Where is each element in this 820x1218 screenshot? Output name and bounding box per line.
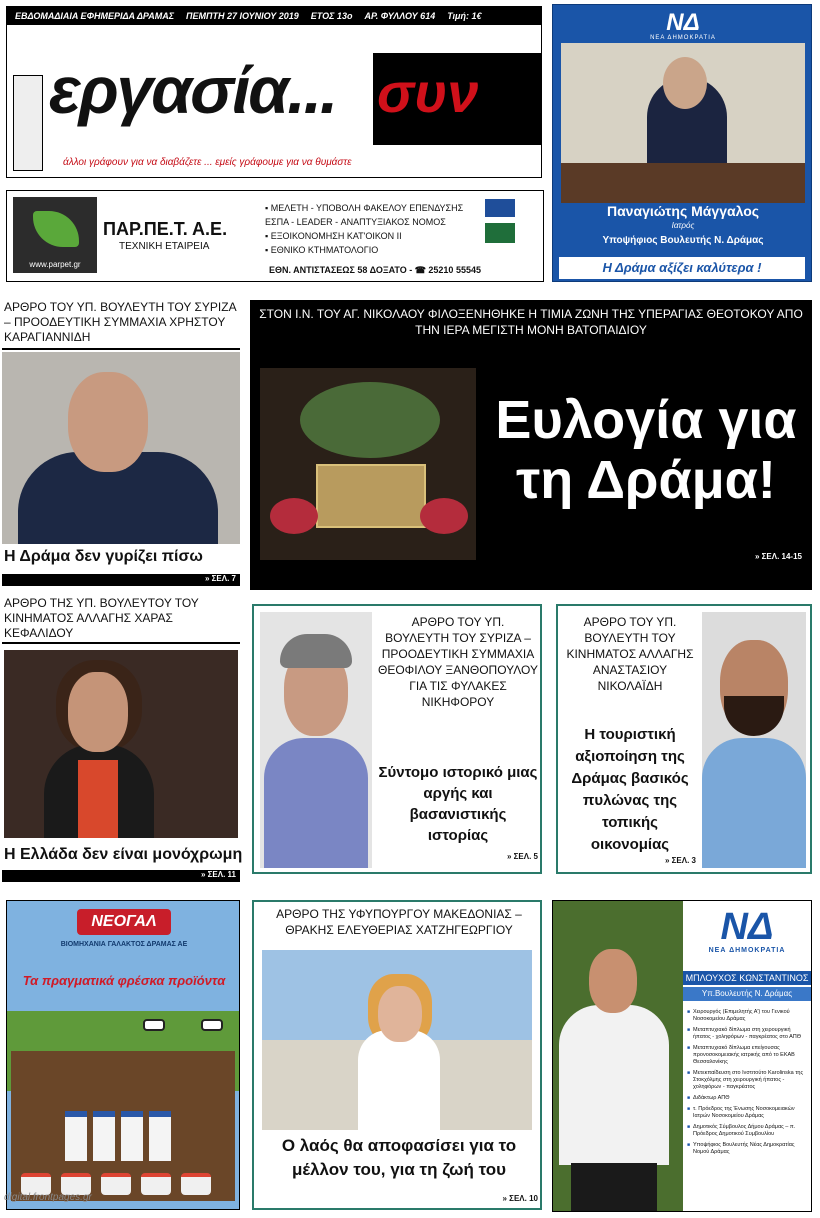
page-ref: » ΣΕΛ. 11 <box>2 870 240 882</box>
article-headline[interactable]: Η τουριστική αξιοποίηση της Δράμας βασικός πυλώνας της τοπικής οικονομίας <box>571 726 689 853</box>
main-story-kicker: ΣΤΟΝ Ι.Ν. ΤΟΥ ΑΓ. ΝΙΚΟΛΑΟΥ ΦΙΛΟΞΕΝΗΘΗΚΕ Η ΤΙΜΙΑ ΖΩΝΗ ΤΗΣ ΥΠΕΡΑΓΙΑΣ ΘΕΟΤΟΚΟΥ ΑΠΟ ΤΗΝ ΙΕΡΑ ΜΕΓΙΣΤΗ ΜΟΝΗ ΒΑΤΟΠΑΙΔΙΟΥ <box>259 307 803 337</box>
parpet-service: ▪ ΕΞΟΙΚΟΝΟΜΗΣΗ ΚΑΤ'ΟΙΚΟΝ ΙΙ <box>265 231 402 241</box>
nd-logo-caption: ΝΕΑ ΔΗΜΟΚΡΑΤΙΑ <box>650 35 716 41</box>
cv-item: ■ Μεταπτυχιακό δίπλωμα επείγουσας προνοσοκομειακής ιατρικής από το ΕΚΑΒ Θεσσαλονίκης <box>687 1045 809 1066</box>
masthead-badge <box>13 75 43 171</box>
parpet-address: ΕΘΝ. ΑΝΤΙΣΤΑΣΕΩΣ 58 ΔΟΞΑΤΟ - ☎ 25210 55545 <box>269 265 481 275</box>
candidate-title: Υποψήφιος Βουλευτής Ν. Δράμας <box>602 235 764 246</box>
article-box[interactable] <box>252 604 542 874</box>
article-box[interactable] <box>252 900 542 1210</box>
article-kicker: ΑΡΘΡΟ ΤΟΥ ΥΠ. ΒΟΥΛΕΥΤΗ ΤΟΥ ΣΥΡΙΖΑ – ΠΡΟΟΔΕΥΤΙΚΗ ΣΥΜΜΑΧΙΑ ΧΡΗΣΤΟΥ ΚΑΡΑΓΙΑΝΝΙΔΗ <box>4 300 236 344</box>
milk-carton-icon <box>149 1111 171 1161</box>
candidate-name: Παναγιώτης Μάγγαλος <box>606 203 760 219</box>
candidate-photo <box>553 901 683 1211</box>
neogal-ad[interactable] <box>6 900 240 1210</box>
cv-item: ■ Χειρουργός (Επιμελητής Α') του Γενικού Νοσοκομείου Δράμας <box>687 1009 809 1023</box>
article-box[interactable] <box>556 604 812 874</box>
article-headline[interactable]: Η Δράμα δεν γυρίζει πίσω <box>4 548 203 565</box>
main-story-photo <box>260 368 476 560</box>
nd-candidate-ad-top[interactable] <box>552 4 812 282</box>
parpet-service: ΕΣΠΑ - LEADER - ΑΝΑΠΤΥΞΙΑΚΟΣ ΝΟΜΟΣ <box>265 217 446 227</box>
page-ref: » ΣΕΛ. 5 <box>506 852 538 861</box>
infobar-price: Τιμή: 1€ <box>447 11 482 21</box>
candidate-photo <box>561 43 805 203</box>
eu-flag-icon <box>485 223 515 243</box>
nd-candidate-ad-bottom[interactable] <box>552 900 812 1212</box>
yogurt-tub-icon <box>101 1173 131 1195</box>
parpet-service: ▪ ΕΘΝΙΚΟ ΚΤΗΜΑΤΟΛΟΓΙΟ <box>265 245 379 255</box>
masthead <box>6 6 542 178</box>
neogal-slogan: Τα πραγματικά φρέσκα προϊόντα <box>22 973 226 988</box>
article-photo <box>262 950 532 1130</box>
main-story[interactable] <box>250 300 812 590</box>
parpet-name: ΠΑΡ.ΠΕ.Τ. Α.Ε. <box>103 219 228 239</box>
cow-icon <box>143 1019 165 1031</box>
article-photo[interactable] <box>4 650 238 838</box>
cv-item: ■ τ. Πρόεδρος της Ένωσης Νοσοκομειακών Ιατρών Νοσοκομείου Δράμας <box>687 1106 809 1120</box>
article-photo <box>702 612 806 868</box>
parpet-services <box>265 201 463 257</box>
infobar-frequency: ΕΒΔΟΜΑΔΙΑΙΑ ΕΦΗΜΕΡΙΔΑ ΔΡΑΜΑΣ <box>15 11 175 21</box>
main-story-headline[interactable]: Ευλογία για τη Δράμα! <box>495 390 797 510</box>
nd-logo-caption: ΝΕΑ ΔΗΜΟΚΡΑΤΙΑ <box>708 947 786 954</box>
article-headline[interactable]: Ο λαός θα αποφασίσει για το μέλλον του, για τη ζωή του <box>281 1136 517 1179</box>
parpet-ad[interactable] <box>6 190 544 282</box>
infobar-issue: ΑΡ. ΦΥΛΛΟΥ 614 <box>364 11 436 21</box>
article-kicker: ΑΡΘΡΟ ΤΟΥ ΥΠ. ΒΟΥΛΕΥΤΗ ΤΟΥ ΣΥΡΙΖΑ – ΠΡΟΟΔΕΥΤΙΚΗ ΣΥΜΜΑΧΙΑ ΘΕΟΦΙΛΟΥ ΞΑΝΘΟΠΟΥΛΟΥ ΓΙΑ ΤΙΣ ΦΥΛΑΚΕΣ ΝΙΚΗΦΟΡΟΥ <box>378 615 538 709</box>
nd-logo-mark: ΝΔ <box>720 906 774 948</box>
newspaper-logo: εργασία... <box>49 53 337 127</box>
cv-item: ■ Διδάκτωρ ΑΠΘ <box>687 1095 809 1102</box>
newspaper-logo-suffix: συν <box>377 61 479 124</box>
article-photo[interactable] <box>2 352 240 544</box>
milk-carton-icon <box>93 1111 115 1161</box>
divider <box>2 642 240 644</box>
cv-item: ■ Δημοτικός Σύμβουλος Δήμου Δράμας – π. Πρόεδρος Δημοτικού Συμβουλίου <box>687 1124 809 1138</box>
leaf-icon <box>33 211 79 247</box>
nd-logo <box>643 11 723 41</box>
cv-item: ■ Μεταπτυχιακό δίπλωμα στη χειρουργική ήπατος - χοληφόρων - παγκρέατος στο ΑΠΘ <box>687 1027 809 1041</box>
infobar-year: ΕΤΟΣ 13ο <box>310 11 353 21</box>
masthead-infobar <box>7 7 541 25</box>
neogal-company: ΒΙΟΜΗΧΑΝΙΑ ΓΑΛΑΚΤΟΣ ΔΡΑΜΑΣ ΑΕ <box>60 941 188 948</box>
candidate-name: ΜΠΛΟΥΧΟΣ ΚΩΝΣΤΑΝΤΙΝΟΣ <box>683 971 811 985</box>
yogurt-tub-icon <box>141 1173 171 1195</box>
article-photo <box>260 612 372 868</box>
milk-carton-icon <box>65 1111 87 1161</box>
nd-logo-mark: ΝΔ <box>666 9 700 36</box>
parpet-website: www.parpet.gr <box>29 260 81 269</box>
yogurt-tub-icon <box>181 1173 211 1195</box>
parpet-logo <box>13 197 97 273</box>
article-kicker: ΑΡΘΡΟ ΤΗΣ ΥΦΥΠΟΥΡΓΟΥ ΜΑΚΕΔΟΝΙΑΣ – ΘΡΑΚΗΣ ΕΛΕΥΘΕΡΙΑΣ ΧΑΤΖΗΓΕΩΡΓΙΟΥ <box>276 907 522 937</box>
cv-item: ■ Υποψήφιος Βουλευτής Νέας Δημοκρατίας Νομού Δράμας <box>687 1142 809 1156</box>
infobar-date: ΠΕΜΠΤΗ 27 ΙΟΥΝΙΟΥ 2019 <box>186 11 299 21</box>
article-headline[interactable]: Η Ελλάδα δεν είναι μονόχρωμη <box>4 846 243 863</box>
cow-icon <box>201 1019 223 1031</box>
parpet-service: ▪ ΜΕΛΕΤΗ - ΥΠΟΒΟΛΗ ΦΑΚΕΛΟΥ ΕΠΕΝΔΥΣΗΣ <box>265 203 464 213</box>
parpet-subtitle: ΤΕΧΝΙΚΗ ΕΤΑΙΡΕΙΑ <box>119 241 210 252</box>
cv-item: ■ Μετεκπαίδευση στο Ινστιτούτο Karolinska της Στοκχόλμης στη χειρουργική ήπατος - χοληφόρων - παγκρέατος <box>687 1070 809 1091</box>
page-ref: » ΣΕΛ. 14-15 <box>754 552 802 561</box>
page-ref: » ΣΕΛ. 7 <box>2 574 240 586</box>
divider <box>2 348 240 350</box>
watermark: digital.frontpages.gr <box>4 1192 92 1203</box>
candidate-cv-list <box>687 1009 809 1160</box>
article-kicker: ΑΡΘΡΟ ΤΟΥ ΥΠ. ΒΟΥΛΕΥΤΗ ΤΟΥ ΚΙΝΗΜΑΤΟΣ ΑΛΛΑΓΗΣ ΑΝΑΣΤΑΣΙΟΥ ΝΙΚΟΛΑΪΔΗ <box>566 615 694 693</box>
article-kicker: ΑΡΘΡΟ ΤΗΣ ΥΠ. ΒΟΥΛΕΥΤΟΥ ΤΟΥ ΚΙΝΗΜΑΤΟΣ ΑΛΛΑΓΗΣ ΧΑΡΑΣ ΚΕΦΑΛΙΔΟΥ <box>4 596 199 640</box>
candidate-title: Υπ.Βουλευτής Ν. Δράμας <box>683 987 811 1001</box>
neogal-logo: ΝΕΟΓΑΛ <box>77 909 171 935</box>
newspaper-slogan: άλλοι γράφουν για να διαβάζετε ... εμείς γράφουμε για να θυμάστε <box>63 157 352 168</box>
page-ref: » ΣΕΛ. 3 <box>664 856 696 865</box>
milk-carton-icon <box>121 1111 143 1161</box>
espa-logo <box>485 199 515 217</box>
article-headline[interactable]: Σύντομο ιστορικό μιας αργής και βασανιστικής ιστορίας <box>378 764 538 844</box>
candidate-profession: Ιατρός <box>671 221 695 230</box>
page-ref: » ΣΕΛ. 10 <box>502 1194 538 1203</box>
candidate-slogan: Η Δράμα αξίζει καλύτερα ! <box>559 257 805 279</box>
neogal-products <box>11 1051 235 1201</box>
nd-logo <box>687 907 807 961</box>
